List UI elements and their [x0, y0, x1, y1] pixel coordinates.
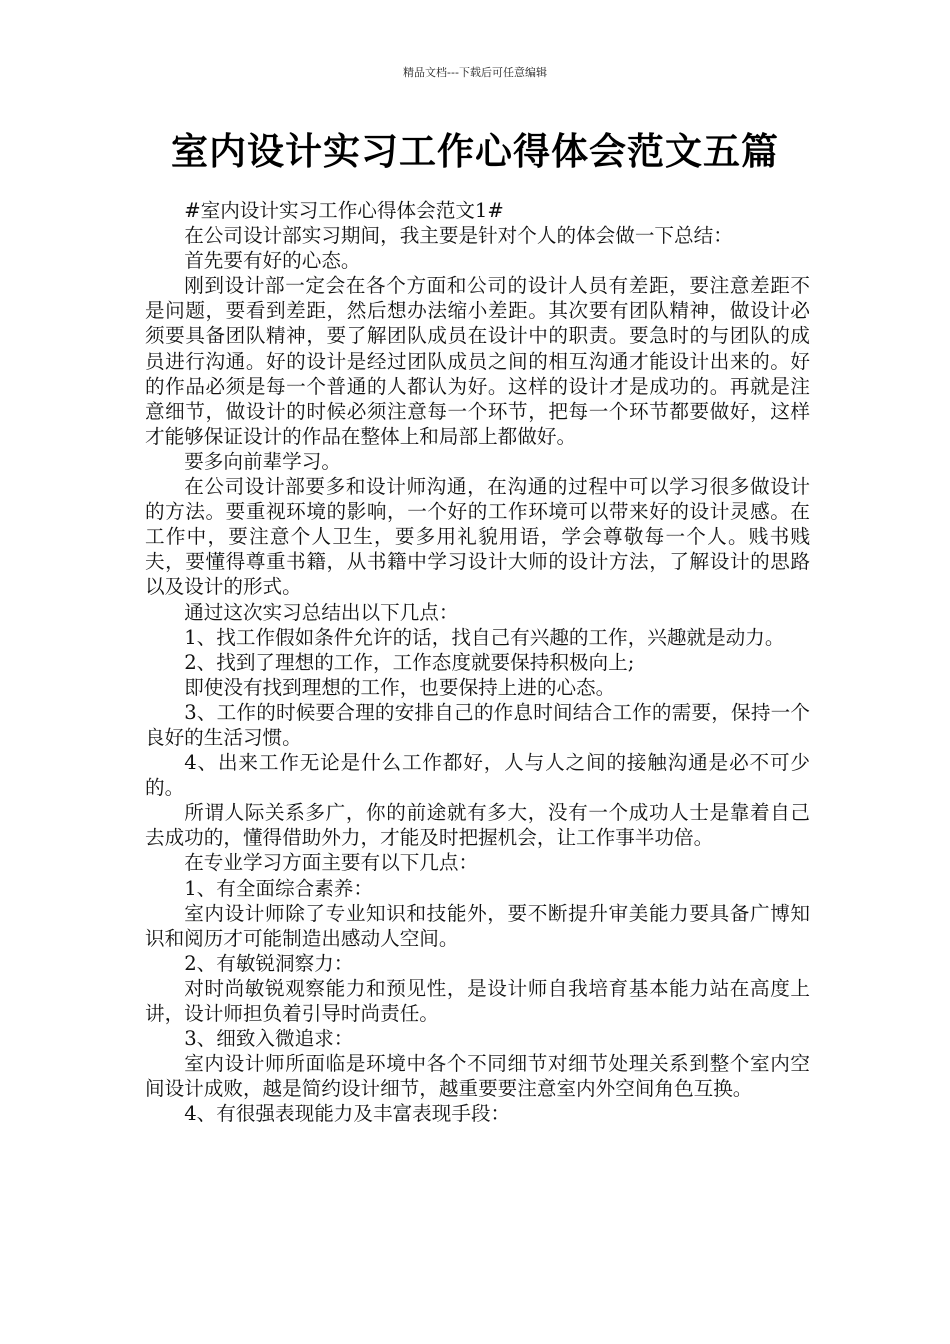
paragraph: 在公司设计部要多和设计师沟通，在沟通的过程中可以学习很多做设计的方法。要重视环境的影响，一个好的工作环境可以带来好的设计灵感。在工作中，要注意个人卫生，要多用礼貌用语，学会尊敬每一个人。贱书贱夫，要懂得尊重书籍，从书籍中学习设计大师的设计方法，了解设计的思路以及设计的形式。 — [145, 475, 810, 599]
paragraph: 室内设计师除了专业知识和技能外，要不断提升审美能力要具备广博知识和阅历才可能制造出感动人空间。 — [145, 901, 810, 950]
paragraph: 首先要有好的心态。 — [184, 249, 361, 273]
paragraph: 要多向前辈学习。 — [184, 449, 341, 473]
paragraph: 4、出来工作无论是什么工作都好，人与人之间的接触沟通是必不可少的。 — [145, 751, 810, 800]
paragraph: 在公司设计部实习期间，我主要是针对个人的体会做一下总结： — [184, 224, 733, 248]
paragraph: 1、有全面综合素养： — [184, 876, 373, 900]
paragraph: 4、有很强表现能力及丰富表现手段： — [184, 1102, 511, 1126]
header-note: 精品文档---下载后可任意编辑 — [403, 66, 547, 79]
paragraph: 3、工作的时候要合理的安排自己的作息时间结合工作的需要，保持一个良好的生活习惯。 — [145, 700, 810, 749]
paragraph: 即使没有找到理想的工作，也要保持上进的心态。 — [184, 675, 616, 699]
paragraph: 室内设计师所面临是环境中各个不同细节对细节处理关系到整个室内空间设计成败，越是简约设计细节，越重要要注意室内外空间角色互换。 — [145, 1052, 810, 1101]
paragraph: 1、找工作假如条件允许的话，找自己有兴趣的工作，兴趣就是动力。 — [184, 625, 785, 649]
paragraph: 2、找到了理想的工作，工作态度就要保持积极向上; — [184, 650, 635, 674]
paragraph: 3、细致入微追求： — [184, 1027, 354, 1051]
paragraph: 所谓人际关系多广，你的前途就有多大，没有一个成功人士是靠着自己去成功的，懂得借助外力，才能及时把握机会，让工作事半功倍。 — [145, 801, 810, 850]
document-body — [145, 198, 810, 1126]
paragraph: 通过这次实习总结出以下几点： — [184, 600, 459, 624]
paragraph: 刚到设计部一定会在各个方面和公司的设计人员有差距，要注意差距不是问题，要看到差距，然后想办法缩小差距。其次要有团队精神，做设计必须要具备团队精神，要了解团队成员在设计中的职责。要急时的与团队的成员进行沟通。好的设计是经过团队成员之间的相互沟通才能设计出来的。好的作品必须是每一个普通的人都认为好。这样的设计才是成功的。再就是注意细节，做设计的时候必须注意每一个环节，把每一个环节都要做好，这样才能够保证设计的作品在整体上和局部上都做好。 — [145, 274, 810, 448]
paragraph: 在专业学习方面主要有以下几点： — [184, 851, 479, 875]
paragraph: #室内设计实习工作心得体会范文1# — [184, 199, 504, 222]
paragraph: 2、有敏锐洞察力： — [184, 951, 354, 975]
document-title: 室内设计实习工作心得体会范文五篇 — [171, 130, 779, 173]
paragraph: 对时尚敏锐观察能力和预见性，是设计师自我培育基本能力站在高度上讲，设计师担负着引导时尚责任。 — [145, 976, 810, 1025]
